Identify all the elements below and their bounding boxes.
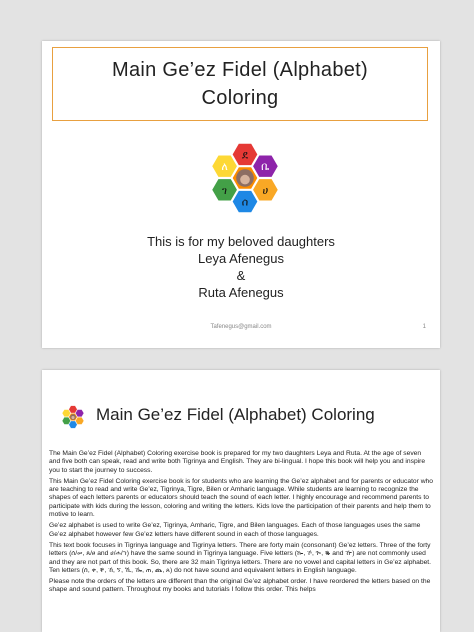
hexagon-tile — [75, 417, 83, 424]
paragraph: Ge’ez alphabet is used to write Ge’ez, Tigrinya, Amharic, Tigre, and Bilen languages. Each of those languages uses the same Ge’ez alphabet however few Ge’ez letters have different sound in each of those languages. — [49, 522, 421, 538]
paragraph: This text book focuses in Tigrinya language and Tigrinya letters. There are forty main (consonant) Ge’ez letters. Three of the forty letters (ሰ/ሠ, ጸ/ፀ and ሀ/ሐ/ኀ) have the same sound in Tigrinya language. Five letters (ኰ, ኾ, ጐ, ቘ and ዅ) are not commonly used and they are not part of this book. So, there are 32 main Tigrinya letters. There are no vowel and capital letters in Ge’ez alphabet. Ten letters (ሰ, ቀ, ቐ, ኸ, ኘ, ኺ, ዀ, ጠ, ጨ, ጰ) do not have sound and equivalent letters in English language. — [49, 541, 432, 574]
dedication-line: & — [236, 268, 246, 283]
dedication-line: Leya Afenegus — [197, 251, 285, 266]
hexagon-tile — [69, 406, 77, 413]
hexagon-tile — [62, 417, 70, 424]
portrait-face — [71, 416, 74, 419]
intro-text — [49, 450, 433, 598]
hexagon-tile — [75, 410, 83, 417]
paragraph: Please note the orders of the letters are different than the original Ge’ez alphabet order. I have reordered the letters based on the shape and sound pattern. Throughout my books and tutorials I follow this order. This helps — [49, 578, 431, 594]
title-box — [52, 47, 428, 121]
paragraph: The Main Ge’ez Fidel (Alphabet) Coloring exercise book is prepared for my two daughters Leya and Ruta. At the age of seven and five both can speak, read and write both Tigrinya and English. They are bi-lingual. I hope this book will help you and inspire you to start the journey to success. — [49, 450, 426, 474]
dedication-line: This is for my beloved daughters — [147, 234, 335, 249]
slide-2 — [42, 370, 440, 632]
hexagon-tile — [62, 410, 70, 417]
title-line-2: Coloring — [201, 87, 279, 109]
title-line-1: Main Ge’ez Fidel (Alphabet) — [112, 59, 368, 81]
hexagon-letter: ሀ — [262, 183, 269, 197]
hexagon-logo-image — [205, 138, 285, 218]
hexagon-tile — [69, 421, 77, 428]
dedication — [42, 233, 440, 301]
hexagon-letter: ቤ — [261, 160, 270, 174]
hexagon-letter: ሰ — [241, 195, 249, 209]
footer-email: Tafenegus@gmail.com — [210, 324, 272, 330]
slide-2-title: Main Ge’ez Fidel (Alphabet) Coloring — [96, 405, 375, 424]
page-number: 1 — [422, 324, 426, 330]
hexagon-letter: ለ — [221, 160, 228, 174]
slide-1 — [42, 41, 440, 348]
portrait-face — [240, 175, 250, 185]
hexagon-letter: ደ — [241, 148, 249, 162]
hexagon-letter: ገ — [222, 183, 228, 197]
hexagon-logo-small-image — [60, 404, 86, 430]
paragraph: This Main Ge’ez Fidel Coloring exercise book is for students who are learning the Ge’ez alphabet and for parents or educator who are teaching to read and write Ge’ez, Tigrinya, Tigre, Bilen or Amharic language. While students are learning to recognize the shapes of each letters parents or educators should teach the sound of each letter. I highly encourage and recommend parents to participate with kids during the lesson, coloring and writing the letters. Kids love the participation of their parents and help them to motive to learn. — [49, 477, 433, 519]
dedication-line: Ruta Afenegus — [198, 285, 284, 300]
